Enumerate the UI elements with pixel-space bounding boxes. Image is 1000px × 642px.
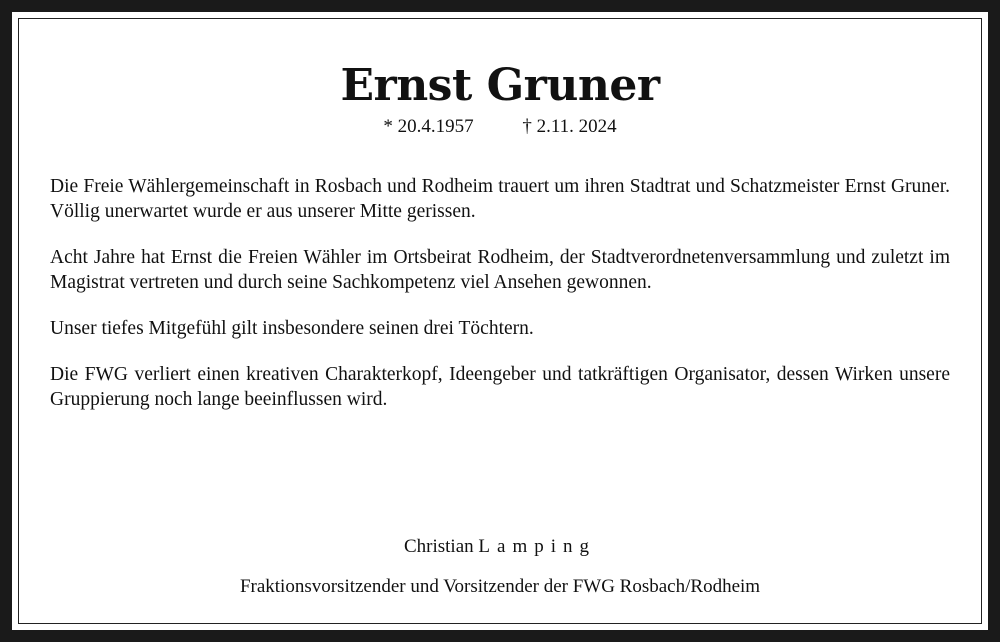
signatory-first-name: Christian	[403, 536, 474, 557]
paragraph-1: Die Freie Wählergemeinschaft in Rosbach und Rodheim trauert um ihren Stadtrat und Schatzmeister Ernst Gruner. Völlig unerwartet wurde er aus unserer Mitte gerissen.	[50, 176, 950, 222]
birth-date: * 20.4.1957	[383, 116, 474, 137]
signatory-last-name: Lamping	[478, 536, 597, 557]
signatory-name	[12, 536, 988, 558]
life-dates	[12, 116, 988, 138]
paragraph-3: Unser tiefes Mitgefühl gilt insbesondere seinen drei Töchtern.	[50, 318, 534, 339]
notice-body	[50, 174, 950, 433]
paragraph-4: Die FWG verliert einen kreativen Charakterkopf, Ideengeber und tatkräftigen Organisator, dessen Wirken unsere Gruppierung noch lange beeinflussen wird.	[50, 364, 950, 410]
paragraph-2: Acht Jahre hat Ernst die Freien Wähler im Ortsbeirat Rodheim, der Stadtverordnetenversammlung und zuletzt im Magistrat vertreten und durch seine Sachkompetenz viel Ansehen gewonnen.	[50, 247, 950, 293]
death-date: † 2.11. 2024	[522, 116, 617, 137]
obituary-notice	[12, 12, 988, 630]
signatory-role: Fraktionsvorsitzender und Vorsitzender der FWG Rosbach/Rodheim	[239, 576, 761, 597]
deceased-name: Ernst Gruner	[340, 60, 660, 111]
